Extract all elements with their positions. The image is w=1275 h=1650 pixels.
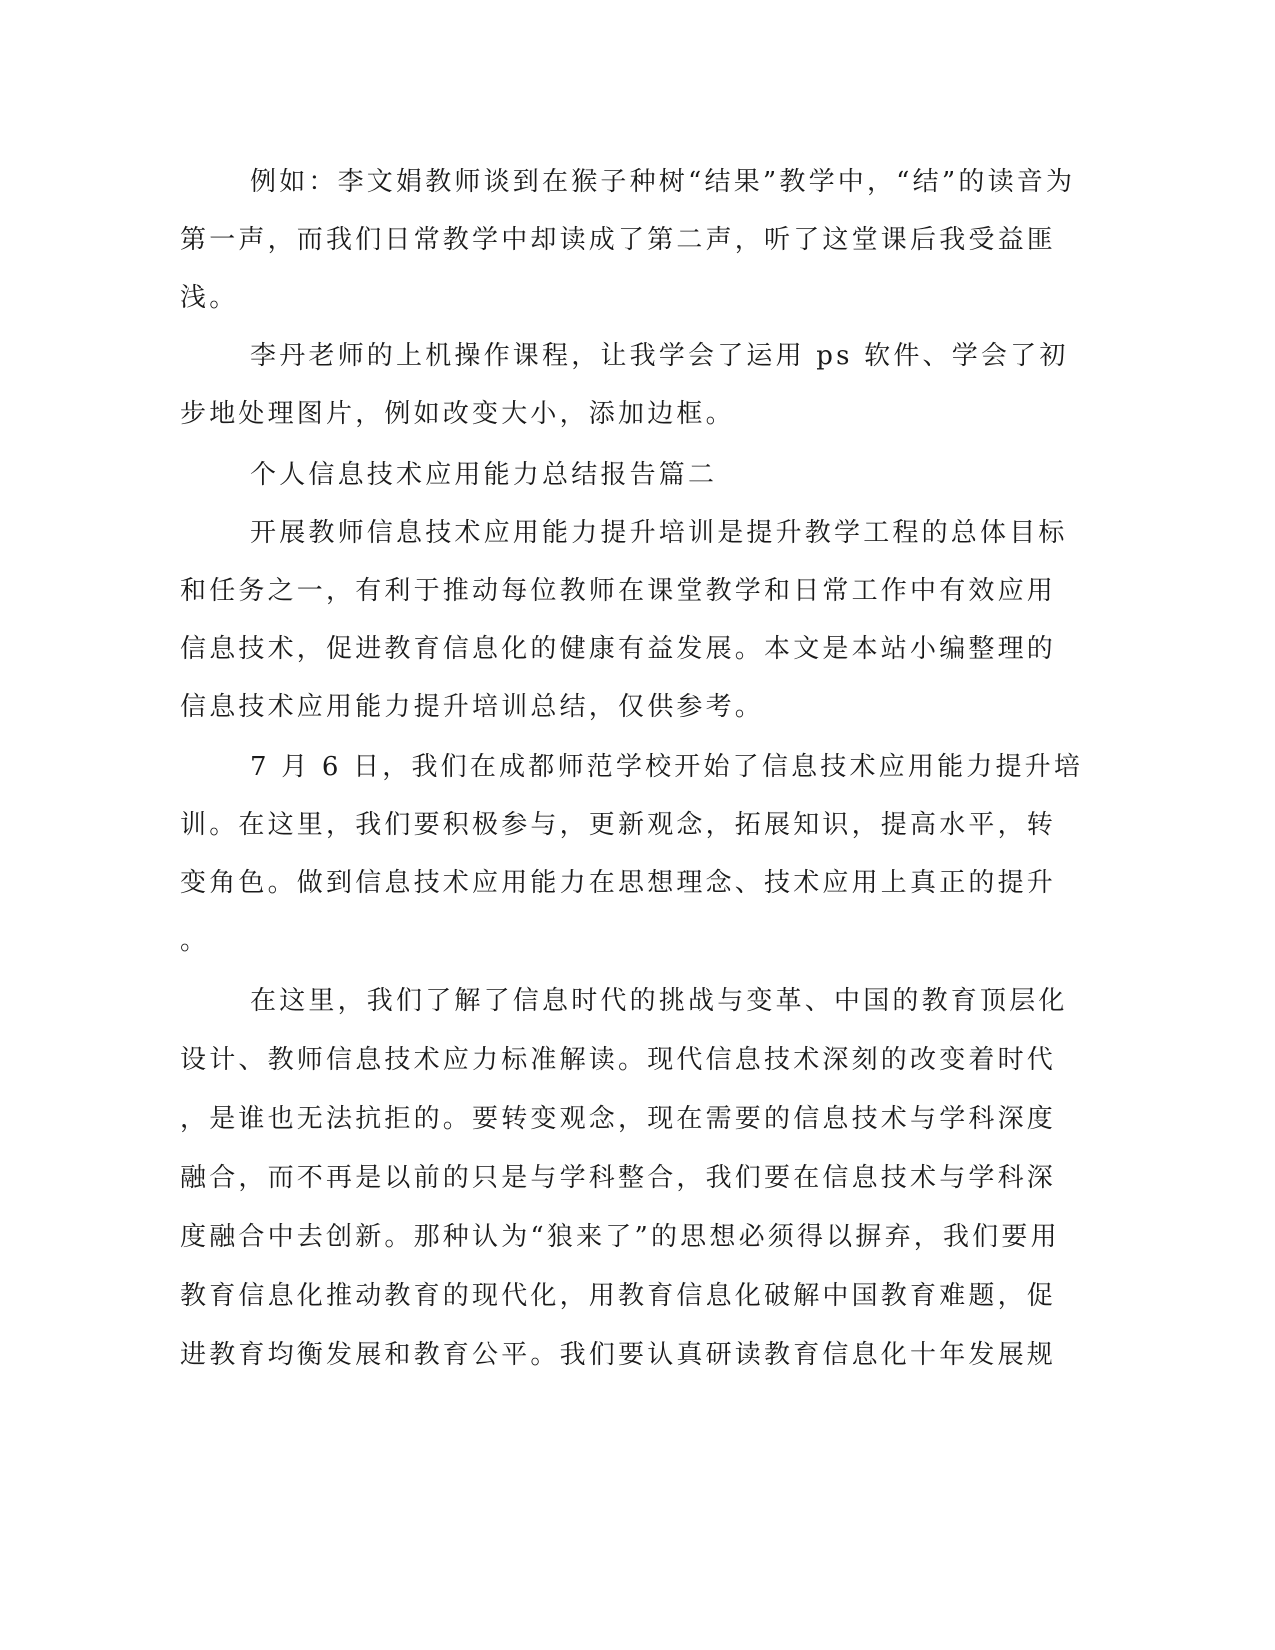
paragraph-1-line-3: 浅。 [180,283,239,313]
paragraph-5-line-7: 进教育均衡发展和教育公平。我们要认真研读教育信息化十年发展规 [180,1340,1057,1370]
paragraph-1-line-1: 例如：李文娟教师谈到在猴子种树“结果”教学中，“结”的读音为 [250,167,1076,197]
paragraph-5-line-1: 在这里，我们了解了信息时代的挑战与变革、中国的教育顶层化 [250,986,1068,1016]
paragraph-1-line-2: 第一声，而我们日常教学中却读成了第二声，听了这堂课后我受益匪 [180,225,1057,255]
paragraph-2-line-2: 步地处理图片，例如改变大小，添加边框。 [180,399,735,429]
paragraph-5-line-5: 度融合中去创新。那种认为“狼来了”的思想必须得以摒弃，我们要用 [180,1222,1060,1252]
paragraph-2-line-1: 李丹老师的上机操作课程，让我学会了运用 ps 软件、学会了初 [250,341,1069,371]
paragraph-3-line-3: 信息技术，促进教育信息化的健康有益发展。本文是本站小编整理的 [180,634,1057,664]
paragraph-3-line-4: 信息技术应用能力提升培训总结，仅供参考。 [180,692,765,722]
paragraph-4-line-4: 。 [180,926,210,956]
paragraph-5-line-6: 教育信息化推动教育的现代化，用教育信息化破解中国教育难题，促 [180,1281,1057,1311]
paragraph-3-line-2: 和任务之一，有利于推动每位教师在课堂教学和日常工作中有效应用 [180,576,1057,606]
section-heading: 个人信息技术应用能力总结报告篇二 [250,460,718,490]
paragraph-5-line-4: 融合，而不再是以前的只是与学科整合，我们要在信息技术与学科深 [180,1163,1057,1193]
paragraph-5-line-2: 设计、教师信息技术应力标准解读。现代信息技术深刻的改变着时代 [180,1045,1057,1075]
paragraph-4-line-1: 7 月 6 日，我们在成都师范学校开始了信息技术应用能力提升培 [250,752,1084,782]
paragraph-3-line-1: 开展教师信息技术应用能力提升培训是提升教学工程的总体目标 [250,518,1068,548]
paragraph-5-line-3: ，是谁也无法抗拒的。要转变观念，现在需要的信息技术与学科深度 [180,1104,1057,1134]
paragraph-4-line-3: 变角色。做到信息技术应用能力在思想理念、技术应用上真正的提升 [180,868,1057,898]
paragraph-4-line-2: 训。在这里，我们要积极参与，更新观念，拓展知识，提高水平，转 [180,810,1057,840]
